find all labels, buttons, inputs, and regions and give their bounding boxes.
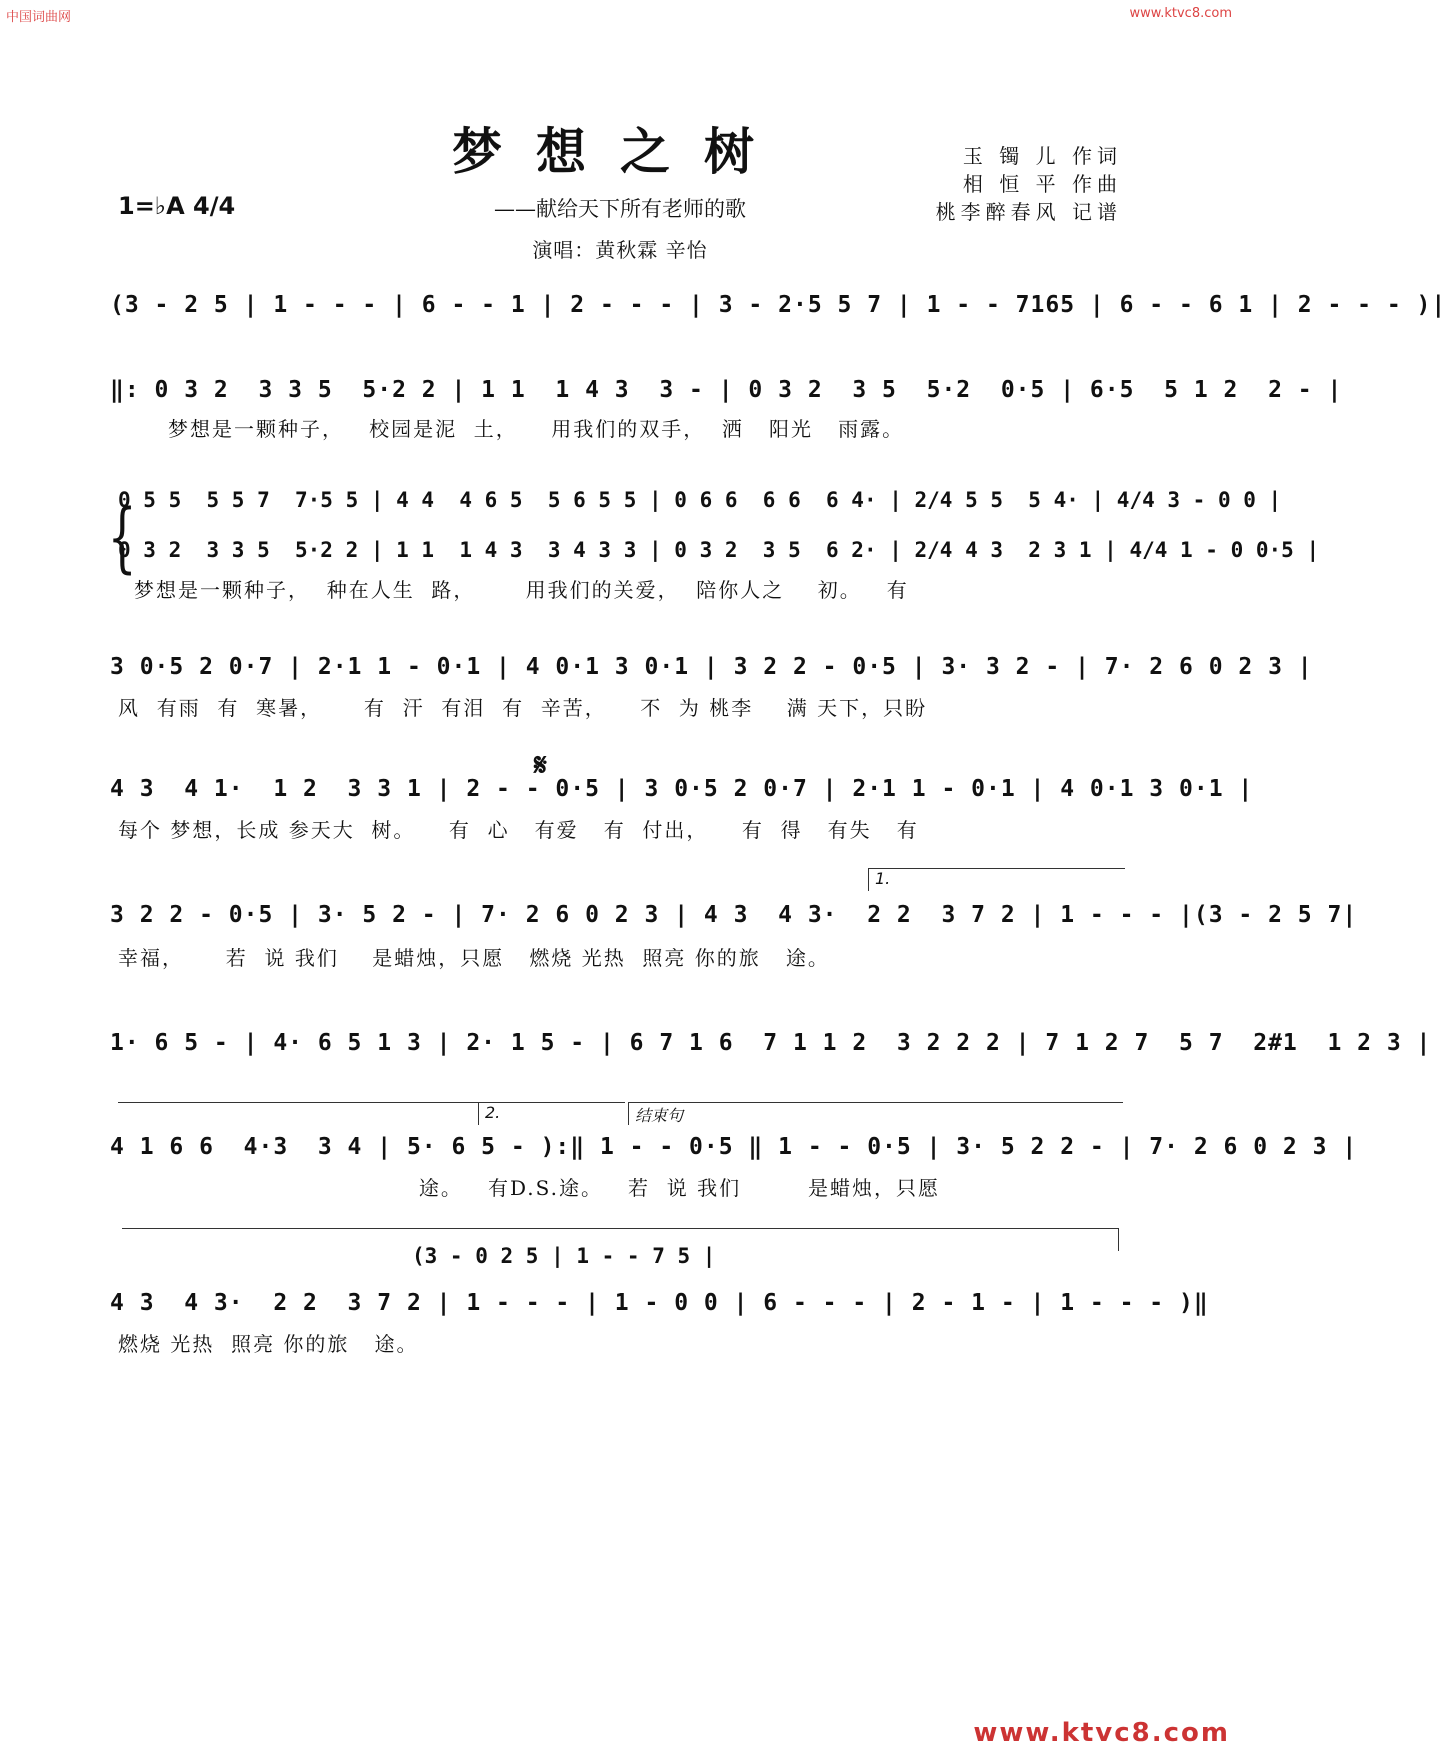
final-upper-notes: (3 - 0 2 5 | 1 - - 7 5 | (412, 1244, 716, 1268)
harmony-upper-notes: 0 5 5 5 5 7 7·5 5 | 4 4 4 6 5 5 6 5 5 | 0 6 6 6 6 6 4· | 2/4 5 5 5 4· | 4/4 3 - 0 0 | (118, 488, 1282, 512)
composer-credit: 相 恒 平 作曲 (962, 172, 1122, 196)
site-logo-left[interactable]: 中国词曲网 (6, 10, 72, 25)
segno-sign: 𝄋 (534, 748, 547, 783)
chorus3-lyrics: 幸福， 若 说 我们 是蜡烛，只愿 燃烧 光热 照亮 你的旅 途。 (118, 946, 830, 970)
ending-notes: 4 1 6 6 4·3 3 4 | 5· 6 5 - ):‖ 1 - - 0·5 ‖ 1 - - 0·5 | 3· 5 2 2 - | 7· 2 6 0 2 3 | (110, 1134, 1358, 1160)
song-title: 梦想之树 (452, 122, 788, 181)
watermark-url[interactable]: www.ktvc8.com (973, 1718, 1230, 1748)
chorus1-lyrics: 风 有雨 有 寒暑， 有 汗 有泪 有 辛苦， 不 为 桃李 满 天下，只盼 (118, 696, 928, 720)
system-brace: { (107, 492, 137, 581)
verse1-lyrics: 梦想是一颗种子， 校园是泥 土， 用我们的双手， 洒 阳光 雨露。 (168, 417, 905, 441)
ending-lyrics: 途。 有D.S.途。 若 说 我们 是蜡烛，只愿 (118, 1176, 940, 1200)
chorus2-notes: 4 3 4 1· 1 2 3 3 1 | 2 - - 0·5 | 3 0·5 2 0·7 | 2·1 1 - 0·1 | 4 0·1 3 0·1 | (110, 776, 1254, 802)
final-lyrics: 燃烧 光热 照亮 你的旅 途。 (118, 1332, 419, 1356)
transcriber-credit: 桃李醉春风 记谱 (935, 200, 1122, 224)
harmony-lower-notes: 0 3 2 3 3 5 5·2 2 | 1 1 1 4 3 3 4 3 3 | 0 3 2 3 5 6 2· | 2/4 4 3 2 3 1 | 4/4 1 - 0 0·5 | (118, 538, 1320, 562)
chorus3-notes: 3 2 2 - 0·5 | 3· 5 2 - | 7· 2 6 0 2 3 | 4 3 4 3· 2 2 3 7 2 | 1 - - - |(3 - 2 5 7| (110, 902, 1358, 928)
key-signature: 1=♭A 4/4 (118, 192, 236, 220)
final-notes: 4 3 4 3· 2 2 3 7 2 | 1 - - - | 1 - 0 0 | 6 - - - | 2 - 1 - | 1 - - - )‖ (110, 1290, 1209, 1316)
intro-notes: (3 - 2 5 | 1 - - - | 6 - - 1 | 2 - - - | 3 - 2·5 5 7 | 1 - - 7165 | 6 - - 6 1 | 2 - - - )| (110, 292, 1446, 318)
song-subtitle: ——献给天下所有老师的歌 (494, 197, 746, 221)
verse1-notes: ‖: 0 3 2 3 3 5 5·2 2 | 1 1 1 4 3 3 - | 0 3 2 3 5 5·2 0·5 | 6·5 5 1 2 2 - | (110, 377, 1343, 403)
repeat-bracket (118, 1102, 479, 1125)
song-singer: 演唱：黄秋霖 辛怡 (532, 238, 708, 262)
verse2-lyrics: 梦想是一颗种子， 种在人生 路， 用我们的关爱， 陪你人之 初。 有 (134, 578, 909, 602)
site-url-right[interactable]: www.ktvc8.com (1129, 6, 1232, 21)
lyricist-credit: 玉 镯 儿 作词 (962, 144, 1122, 168)
volta-2-bracket: 2. (478, 1102, 625, 1125)
coda-bracket: 结束句 (628, 1102, 1123, 1125)
chorus2-lyrics: 每个 梦想，长成 参天大 树。 有 心 有爱 有 付出， 有 得 有失 有 (118, 818, 919, 842)
chorus1-notes: 3 0·5 2 0·7 | 2·1 1 - 0·1 | 4 0·1 3 0·1 | 3 2 2 - 0·5 | 3· 3 2 - | 7· 2 6 0 2 3 | (110, 654, 1313, 680)
interlude-notes: 1· 6 5 - | 4· 6 5 1 3 | 2· 1 5 - | 6 7 1 6 7 1 1 2 3 2 2 2 | 7 1 2 7 5 7 2#1 1 2 3 | (110, 1030, 1432, 1056)
volta-1-bracket: 1. (868, 868, 1125, 891)
